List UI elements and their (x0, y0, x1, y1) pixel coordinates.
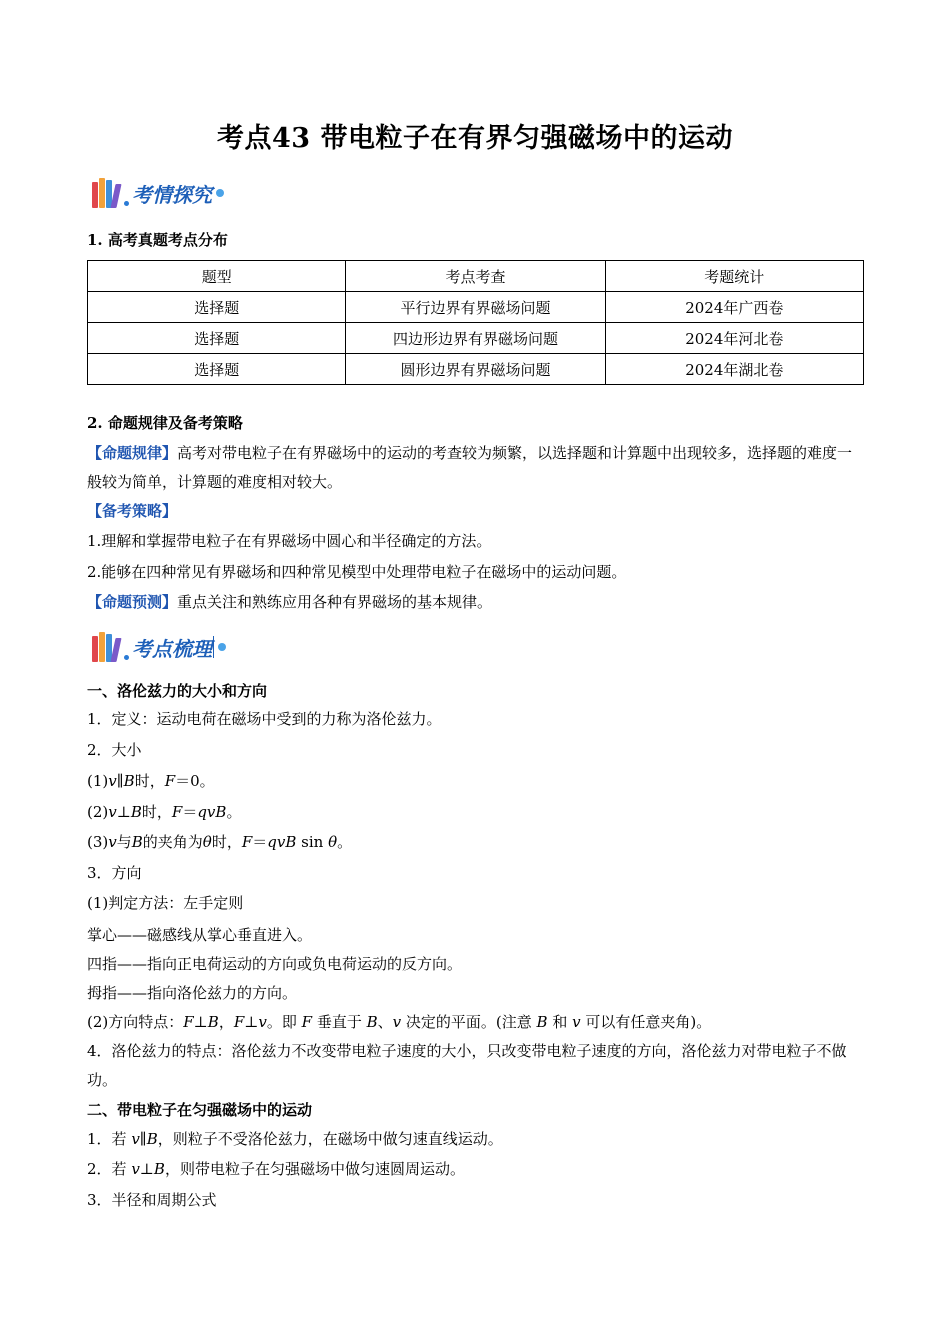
dot-icon (218, 643, 226, 651)
distribution-table (87, 260, 864, 385)
text-span: ＝0。 (175, 772, 215, 790)
table-cell: 选择题 (88, 323, 346, 354)
table-header-cell: 考题统计 (605, 261, 863, 292)
symbol: B (131, 833, 143, 851)
symbol: B (536, 1013, 548, 1031)
page-title: 考点43 带电粒子在有界匀强磁场中的运动 (217, 123, 733, 154)
text-span: ＝ (252, 833, 268, 851)
text-span: 决定的平面。(注意 (401, 1013, 537, 1031)
predict-text: 重点关注和熟练应用各种有界磁场的基本规律。 (177, 593, 493, 611)
text-span: (1) (87, 772, 109, 790)
direction-feature (87, 1011, 711, 1033)
text-span: (3) (87, 833, 109, 851)
palm-line: 掌心——磁感线从掌心垂直进入。 (87, 926, 313, 944)
table-cell: 平行边界有界磁场问题 (346, 292, 605, 323)
symbol: B (146, 1130, 158, 1148)
text-span: 与 (116, 833, 132, 851)
symbol: v (108, 833, 117, 851)
table-cell: 选择题 (88, 292, 346, 323)
motion-case-1 (87, 1128, 503, 1150)
text-span: 时， (134, 772, 165, 790)
lorentz-feature: 4．洛伦兹力的特点：洛伦兹力不改变带电粒子速度的大小，只改变带电粒子速度的方向，洛伦兹力对带电粒子不做功。 (87, 1042, 847, 1089)
text-span: 1．若 (87, 1130, 132, 1148)
definition-line: 1．定义：运动电荷在磁场中受到的力称为洛伦兹力。 (87, 710, 442, 728)
symbol: qvB (267, 833, 297, 851)
radius-period-title: 3．半径和周期公式 (87, 1191, 217, 1209)
size-case-2 (87, 801, 241, 823)
text-span: ，则粒子不受洛伦兹力，在磁场中做匀速直线运动。 (157, 1130, 503, 1148)
symbol: B (366, 1013, 378, 1031)
text-span: 垂直于 (312, 1013, 367, 1031)
section-badge-kaoqing (92, 176, 224, 210)
direction-title: 3．方向 (87, 864, 142, 882)
symbol: F (301, 1013, 313, 1031)
text-span: ，则带电粒子在匀强磁场中做匀速圆周运动。 (164, 1160, 465, 1178)
text-span: 时， (211, 833, 242, 851)
text-span: 可以有任意夹角)。 (580, 1013, 712, 1031)
distribution-heading: 1. 高考真题考点分布 (87, 231, 228, 249)
symbol: ∥ (139, 1130, 147, 1148)
section-badge-kaodian (92, 630, 226, 664)
symbol: F (171, 803, 183, 821)
part1-heading: 一、洛伦兹力的大小和方向 (87, 682, 268, 700)
dot-icon (124, 201, 129, 206)
text-span: 。 (226, 803, 242, 821)
direction-method: (1)判定方法：左手定则 (87, 894, 244, 912)
symbol: F (183, 1013, 194, 1031)
symbol: v (392, 1013, 402, 1031)
table-header-cell: 题型 (88, 261, 346, 292)
text-span: ＝ (182, 803, 198, 821)
text-span: sin (296, 833, 329, 851)
prep-tag: 【备考策略】 (87, 502, 178, 520)
symbol: qvB (197, 803, 227, 821)
text-span: 的夹角为 (142, 833, 203, 851)
predict-tag: 【命题预测】 (87, 593, 178, 611)
rule-tag: 【命题规律】 (87, 444, 178, 462)
symbol: ⊥ (116, 803, 131, 821)
text-span: 。即 (266, 1013, 302, 1031)
text-span: 、 (377, 1013, 393, 1031)
symbol: v (108, 803, 117, 821)
symbol: θ (202, 833, 212, 851)
text-span: 时， (141, 803, 172, 821)
table-row (88, 323, 864, 354)
section-badge-label: 考情探究 (132, 182, 212, 207)
text-span: 和 (547, 1013, 573, 1031)
fingers-line: 四指——指向正电荷运动的方向或负电荷运动的反方向。 (87, 955, 463, 973)
part2-heading: 二、带电粒子在匀强磁场中的运动 (87, 1101, 313, 1119)
symbol: v (572, 1013, 581, 1031)
table-cell: 2024年广西卷 (605, 292, 863, 323)
text-span: (2)方向特点： (87, 1013, 184, 1031)
symbol: θ (328, 833, 338, 851)
strategy-heading: 2. 命题规律及备考策略 (87, 414, 243, 432)
rule-text: 高考对带电粒子在有界磁场中的运动的考查较为频繁，以选择题和计算题中出现较多，选择题的难度一般较为简单，计算题的难度相对较大。 (87, 444, 853, 491)
table-header-cell: 考点考查 (346, 261, 605, 292)
symbol: B (123, 772, 135, 790)
symbol: ⊥ (139, 1160, 154, 1178)
size-title: 2．大小 (87, 741, 142, 759)
symbol: F (233, 1013, 245, 1031)
thumb-line: 拇指——指向洛伦兹力的方向。 (87, 984, 298, 1002)
table-cell: 四边形边界有界磁场问题 (346, 323, 605, 354)
table-cell: 选择题 (88, 354, 346, 385)
section-badge-label: 考点梳理 (132, 636, 212, 661)
symbol: ∥ (116, 772, 124, 790)
predict-line (87, 591, 492, 613)
prep-item: 1.理解和掌握带电粒子在有界磁场中圆心和半径确定的方法。 (87, 532, 492, 550)
text-cursor (213, 636, 214, 658)
table-cell: 2024年湖北卷 (605, 354, 863, 385)
symbol: ⊥ (244, 1013, 259, 1031)
symbol: v (258, 1013, 267, 1031)
table-header-row (88, 261, 864, 292)
symbol: F (241, 833, 253, 851)
text-span: 2．若 (87, 1160, 132, 1178)
size-case-3 (87, 831, 352, 853)
dot-icon (216, 189, 224, 197)
prep-item: 2.能够在四种常见有界磁场和四种常见模型中处理带电粒子在磁场中的运动问题。 (87, 563, 627, 581)
table-row (88, 354, 864, 385)
symbol: v (131, 1130, 140, 1148)
symbol: B (153, 1160, 165, 1178)
symbol: F (164, 772, 176, 790)
symbol: v (131, 1160, 140, 1178)
table-row (88, 292, 864, 323)
symbol: v (108, 772, 117, 790)
table-cell: 2024年河北卷 (605, 323, 863, 354)
books-icon (92, 178, 120, 208)
table-cell: 圆形边界有界磁场问题 (346, 354, 605, 385)
dot-icon (124, 655, 129, 660)
symbol: ⊥ (193, 1013, 208, 1031)
motion-case-2 (87, 1158, 465, 1180)
text-span: ， (218, 1013, 234, 1031)
size-case-1 (87, 770, 215, 792)
rule-paragraph (87, 439, 865, 497)
books-icon (92, 632, 120, 662)
text-span: 。 (337, 833, 353, 851)
symbol: B (207, 1013, 219, 1031)
symbol: B (130, 803, 142, 821)
text-span: (2) (87, 803, 109, 821)
